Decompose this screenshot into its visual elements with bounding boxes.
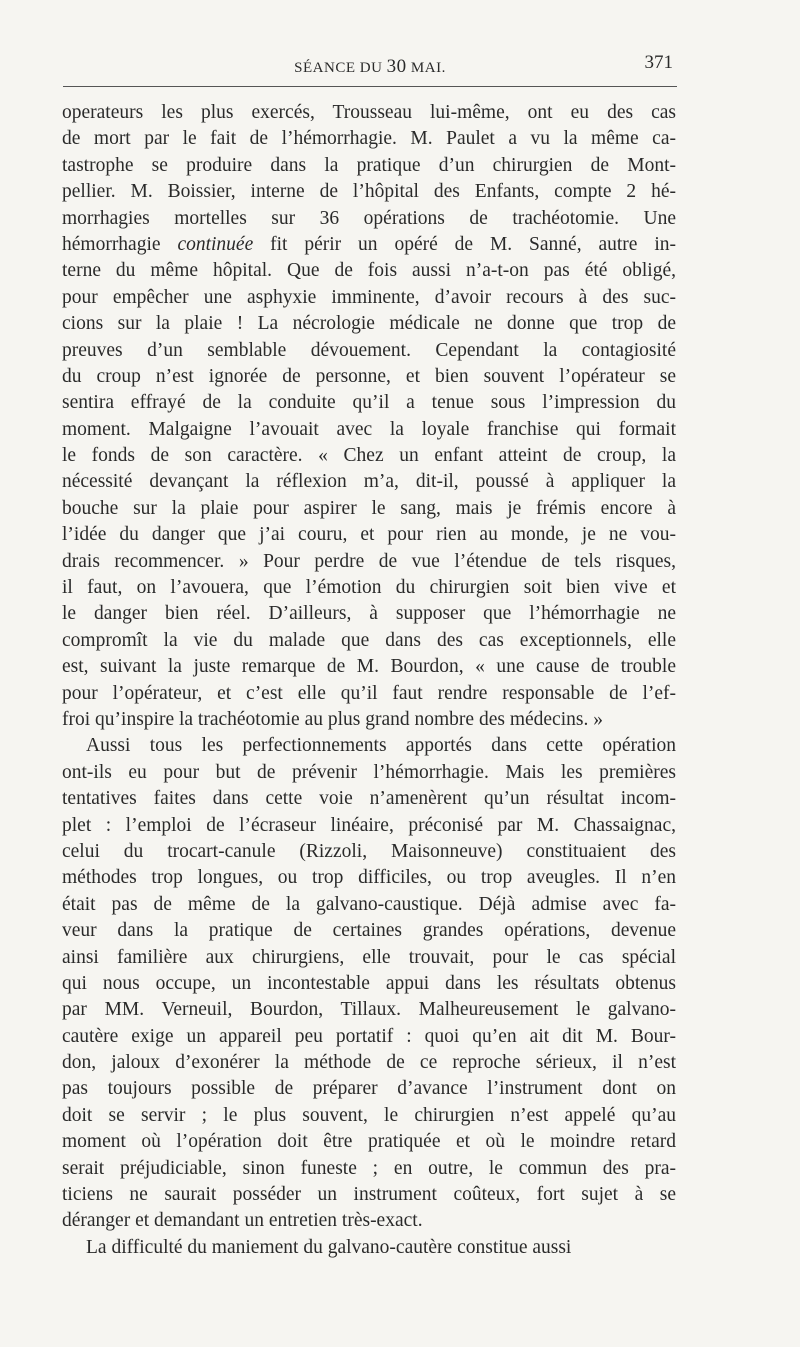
text-line: était pas de même de la galvano-caustique. Déjà admise avec fa- [62, 893, 676, 915]
running-title-date: 30 [386, 56, 407, 77]
emphasis: continuée [177, 233, 254, 255]
text-line: bouche sur la plaie pour aspirer le sang, mais je frémis encore à [62, 497, 676, 519]
page-number: 371 [644, 52, 673, 73]
text-line: hémorrhagie continuée fit périr un opéré de M. Sanné, autre in- [62, 233, 676, 255]
text-line: operateurs les plus exercés, Trousseau lui-même, ont eu des cas [62, 102, 676, 123]
text-line: ticiens ne saurait posséder un instrument coûteux, fort sujet à se [62, 1184, 676, 1206]
page-header [63, 50, 677, 80]
text-line: morrhagies mortelles sur 36 opérations de trachéotomie. Une [62, 207, 676, 229]
text-line: du croup n’est ignorée de personne, et bien souvent l’opérateur se [62, 365, 676, 387]
text-line: cautère exige un appareil peu portatif : quoi qu’en ait dit M. Bour- [62, 1025, 676, 1047]
text-line: cions sur la plaie ! La nécrologie médicale ne donne que trop de [62, 313, 676, 335]
paragraph [62, 733, 676, 1234]
text-line: de mort par le fait de l’hémorrhagie. M. Paulet a vu la même ca- [62, 128, 676, 150]
text-line: ainsi familière aux chirurgiens, elle trouvait, pour le cas spécial [62, 946, 676, 968]
text-line: moment. Malgaigne l’avouait avec la loyale franchise qui formait [62, 418, 676, 440]
text-line: l’idée du danger que j’ai couru, et pour rien au monde, je ne vou- [62, 524, 676, 546]
text-line: est, suivant la juste remarque de M. Bourdon, « une cause de trouble [62, 656, 676, 678]
text-line: tentatives faites dans cette voie n’amenèrent qu’un résultat incom- [62, 788, 676, 810]
text-line: sentira effrayé de la conduite qu’il a tenue sous l’impression du [62, 392, 676, 414]
text-line: nécessité devançant la réflexion m’a, dit-il, poussé à appliquer la [62, 471, 676, 493]
text-line: preuves d’un semblable dévouement. Cependant la contagiosité [62, 339, 676, 361]
text-line: plet : l’emploi de l’écraseur linéaire, préconisé par M. Chassaignac, [62, 814, 676, 836]
text-line: pour l’opérateur, et c’est elle qu’il faut rendre responsable de l’ef- [62, 682, 676, 704]
paragraph [62, 1235, 676, 1261]
text-line: tastrophe se produire dans la pratique d’un chirurgien de Mont- [62, 154, 676, 176]
text-line: veur dans la pratique de certaines grandes opérations, devenue [62, 920, 676, 942]
text-line: par MM. Verneuil, Bourdon, Tillaux. Malheureusement le galvano- [62, 999, 676, 1021]
text-line: il faut, on l’avouera, que l’émotion du chirurgien soit bien vive et [62, 577, 676, 599]
text-line: méthodes trop longues, ou trop difficiles, ou trop aveugles. Il n’en [62, 867, 676, 889]
paragraph [62, 100, 676, 733]
body-text [62, 100, 676, 1261]
text-line: terne du même hôpital. Que de fois aussi n’a-t-on pas été obligé, [62, 260, 676, 282]
text-line: La difficulté du maniement du galvano-cautère constitue aussi [86, 1236, 572, 1258]
text-line: froi qu’inspire la trachéotomie au plus grand nombre des médecins. » [62, 708, 603, 730]
text-line: don, jaloux d’exonérer la méthode de ce reproche sérieux, il n’est [62, 1052, 676, 1074]
text-line: Aussi tous les perfectionnements apportés dans cette opération [86, 735, 676, 757]
text-line: compromît la vie du malade que dans des cas exceptionnels, elle [62, 629, 676, 651]
text-line: doit se servir ; le plus souvent, le chirurgien n’est appelé qu’au [62, 1104, 676, 1126]
text-line: moment où l’opération doit être pratiquée et où le moindre retard [62, 1131, 676, 1153]
text-line: ont-ils eu pour but de prévenir l’hémorrhagie. Mais les premières [62, 761, 676, 783]
text-line: le fonds de son caractère. « Chez un enfant atteint de croup, la [62, 445, 676, 467]
text-line: le danger bien réel. D’ailleurs, à supposer que l’hémorrhagie ne [62, 603, 676, 625]
text-line: drais recommencer. » Pour perdre de vue l’étendue de tels risques, [62, 550, 676, 572]
text-line: pas toujours possible de préparer d’avance l’instrument dont on [62, 1078, 676, 1100]
text-line: déranger et demandant un entretien très-exact. [62, 1210, 423, 1232]
running-title [63, 56, 677, 78]
text-line: serait préjudiciable, sinon funeste ; en outre, le commun des pra- [62, 1157, 676, 1179]
text-line: celui du trocart-canule (Rizzoli, Maisonneuve) constituaient des [62, 840, 676, 862]
text-line: qui nous occupe, un incontestable appui dans les résultats obtenus [62, 972, 676, 994]
text-line: pour empêcher une asphyxie imminente, d’avoir recours à des suc- [62, 286, 676, 308]
running-title-suffix: MAI. [406, 60, 446, 76]
text-line: pellier. M. Boissier, interne de l’hôpital des Enfants, compte 2 hé- [62, 181, 676, 203]
header-rule [63, 86, 677, 87]
running-title-prefix: SÉANCE DU [294, 60, 387, 76]
